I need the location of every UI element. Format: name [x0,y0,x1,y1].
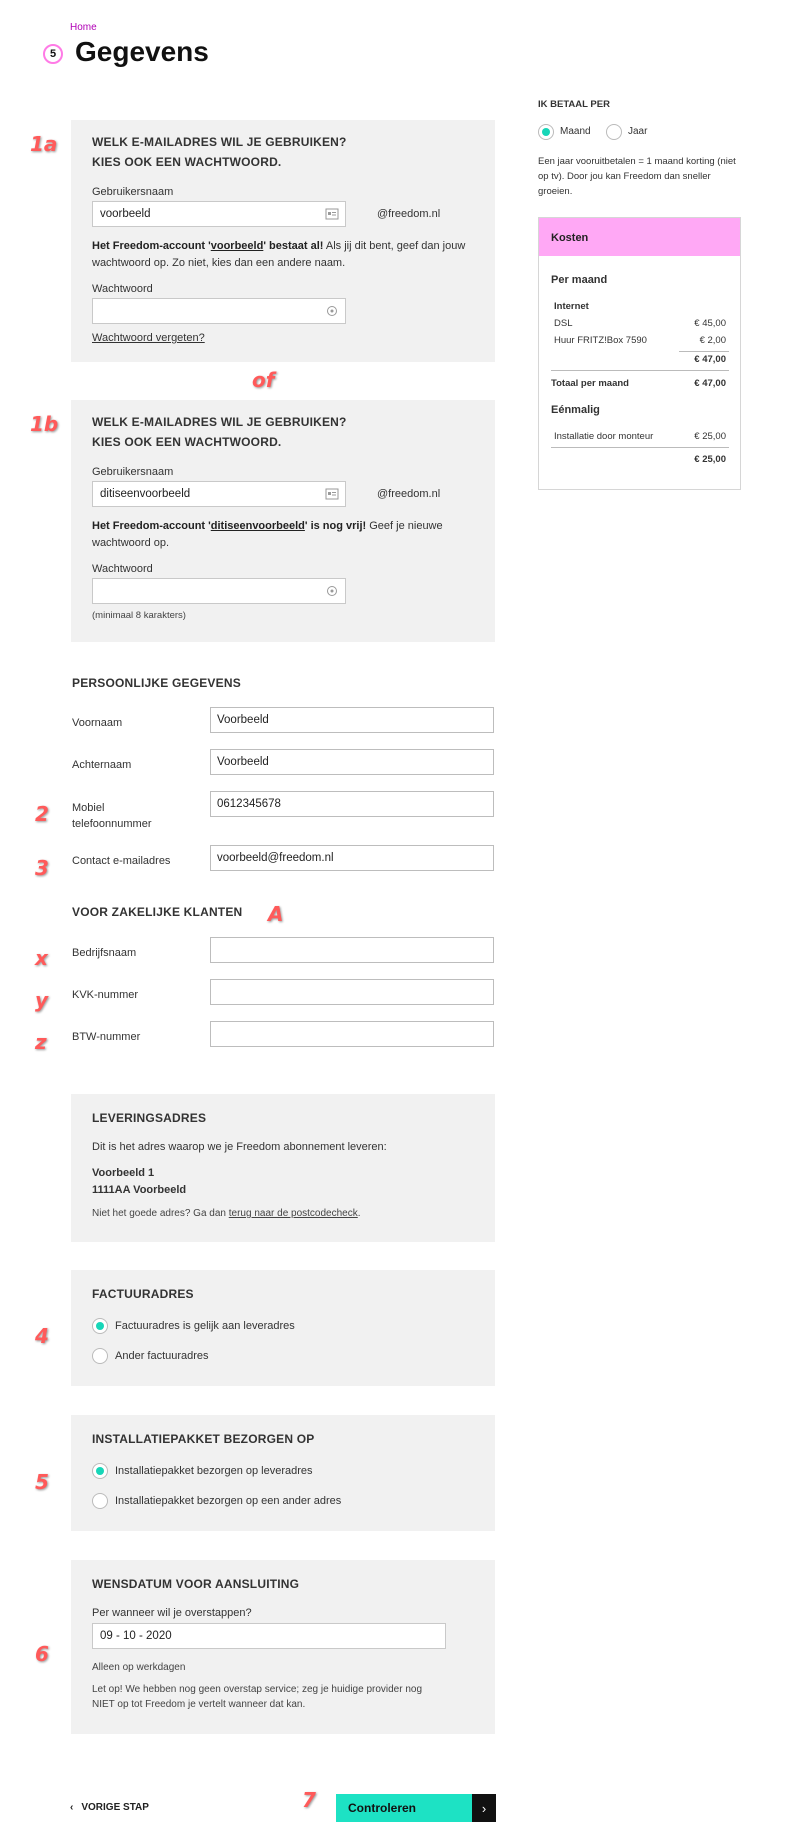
username-value: voorbeeld [100,208,151,220]
subtotal-divider [679,351,729,352]
username-input[interactable] [92,481,346,507]
postcode-check-link[interactable]: terug naar de postcodecheck [228,1208,358,1219]
wrong-address-note: Niet het goede adres? Ga dan terug naar de postcodecheck. [92,1208,361,1219]
marker-4: 4 [35,1324,49,1348]
company-label: Bedrijfsnaam [72,947,137,959]
fritzbox-value: € 2,00 [699,335,726,346]
address-line1: Voorbeeld 1 [92,1167,155,1179]
delivery-title: LEVERINGSADRES [92,1111,207,1125]
costs-card [538,217,741,490]
account-exists-message: Het Freedom-account 'voorbeeld' bestaat al! Als jij dit bent, geef dan jouw wachtwoord op. Zo niet, kies dan een andere naam. [92,240,466,269]
install-other-label: Installatiepakket bezorgen op een ander adres [115,1495,342,1507]
internet-heading: Internet [554,301,589,312]
install-panel [71,1415,495,1531]
password-input[interactable] [92,298,346,324]
email-value: voorbeeld@freedom.nl [217,852,334,864]
domain-suffix: @freedom.nl [377,488,441,500]
forgot-password-link[interactable]: Wachtwoord vergeten? [92,332,205,344]
billing-same-radio[interactable] [92,1318,108,1334]
pay-month-label: Maand [560,126,591,137]
billing-same-label: Factuuradres is gelijk aan leveradres [115,1320,295,1332]
eye-icon[interactable] [325,585,339,597]
previous-step-label: VORIGE STAP [81,1802,149,1813]
chevron-right-icon: › [472,1794,496,1822]
marker-1b: 1b [30,412,59,436]
subtotal-value: € 47,00 [694,354,726,365]
marker-y: y [35,988,49,1012]
pay-month-radio[interactable] [538,124,554,140]
installation-value: € 25,00 [694,431,726,442]
btw-input[interactable] [210,1021,494,1047]
marker-of: of [252,368,275,392]
kvk-input[interactable] [210,979,494,1005]
once-heading: Eénmalig [551,404,600,416]
fritzbox-label: Huur FRITZ!Box 7590 [554,335,647,346]
page-title: Gegevens [75,36,209,67]
chevron-left-icon: ‹ [70,1802,74,1813]
costs-title: Kosten [539,218,740,256]
eye-icon[interactable] [325,305,339,317]
username-input[interactable] [92,201,346,227]
wish-date-panel [71,1560,495,1734]
date-input[interactable] [92,1623,446,1649]
date-value: 09 - 10 - 2020 [100,1630,172,1642]
marker-6: 6 [35,1642,49,1666]
pay-period-title: IK BETAAL PER [538,99,610,110]
password-hint: (minimaal 8 karakters) [92,610,186,621]
lastname-label: Achternaam [72,759,132,771]
business-section-title: VOOR ZAKELIJKE KLANTEN [72,905,243,919]
marker-7: 7 [302,1788,316,1812]
company-input[interactable] [210,937,494,963]
lastname-input[interactable] [210,749,494,775]
step-number-badge: 5 [43,44,63,64]
mobile-value: 0612345678 [217,798,281,810]
previous-step-button[interactable] [70,1802,149,1813]
marker-3: 3 [35,856,49,880]
installation-label: Installatie door monteur [554,431,654,442]
marker-1a: 1a [30,132,58,156]
lastname-value: Voorbeeld [217,756,269,768]
account-panel-existing [71,120,495,362]
address-line2: 1111AA Voorbeeld [92,1184,187,1196]
mobile-label: Mobiel telefoonnummer [72,802,152,830]
account-available-message: Het Freedom-account 'ditiseenvoorbeeld' is nog vrij! Geef je nieuwe wachtwoord op. [92,520,443,549]
weekdays-note: Alleen op werkdagen [92,1662,186,1673]
account-panel-new [71,400,495,642]
check-button[interactable] [336,1794,496,1822]
once-divider [551,447,729,448]
billing-other-radio[interactable] [92,1348,108,1364]
username-label: Gebruikersnaam [92,466,174,478]
pay-year-note: Een jaar vooruitbetalen = 1 maand korting (niet op tv). Door jou kan Freedom dan sneller groeien. [538,156,736,197]
billing-title: FACTUURADRES [92,1287,194,1301]
mobile-input[interactable] [210,791,494,817]
check-button-label: Controleren [348,1801,417,1815]
delivery-panel [71,1094,495,1242]
kvk-label: KVK-nummer [72,989,139,1001]
wish-title: WENSDATUM VOOR AANSLUITING [92,1577,300,1591]
panel-title-line1: WELK E-MAILADRES WIL JE GEBRUIKEN? [92,135,347,149]
marker-5: 5 [35,1470,49,1494]
email-label: Contact e-mailadres [72,855,171,867]
username-label: Gebruikersnaam [92,186,174,198]
install-delivery-radio[interactable] [92,1463,108,1479]
per-month-heading: Per maand [551,274,608,286]
billing-other-label: Ander factuuradres [115,1350,209,1362]
billing-panel [71,1270,495,1386]
dsl-label: DSL [554,318,573,329]
marker-2: 2 [35,802,49,826]
firstname-value: Voorbeeld [217,714,269,726]
personal-section-title: PERSOONLIJKE GEGEVENS [72,676,241,690]
once-total-value: € 25,00 [694,454,726,465]
domain-suffix: @freedom.nl [377,208,441,220]
delivery-intro: Dit is het adres waarop we je Freedom abonnement leveren: [92,1141,387,1153]
panel-title-line2: KIES OOK EEN WACHTWOORD. [92,155,282,169]
total-month-label: Totaal per maand [551,378,629,389]
password-input[interactable] [92,578,346,604]
wish-question: Per wanneer wil je overstappen? [92,1607,252,1619]
install-title: INSTALLATIEPAKKET BEZORGEN OP [92,1432,315,1446]
marker-a: A [268,902,284,926]
panel-title-line2: KIES OOK EEN WACHTWOORD. [92,435,282,449]
total-month-value: € 47,00 [694,378,726,389]
breadcrumb-home[interactable]: Home [70,22,97,33]
email-input[interactable] [210,845,494,871]
pay-year-radio[interactable] [606,124,622,140]
firstname-label: Voornaam [72,717,123,729]
marker-z: z [35,1030,47,1054]
switch-service-note: Let op! We hebben nog geen overstap service; zeg je huidige provider nog NIET op tot Freedom je vertelt wanneer dat kan. [92,1684,423,1710]
pay-year-label: Jaar [628,126,648,137]
contact-card-icon [325,488,339,500]
password-label: Wachtwoord [92,563,153,575]
btw-label: BTW-nummer [72,1031,141,1043]
total-divider [551,370,729,371]
marker-x: x [35,946,48,970]
username-value: ditiseenvoorbeeld [100,488,191,500]
contact-card-icon [325,208,339,220]
panel-title-line1: WELK E-MAILADRES WIL JE GEBRUIKEN? [92,415,347,429]
dsl-value: € 45,00 [694,318,726,329]
install-delivery-label: Installatiepakket bezorgen op leveradres [115,1465,313,1477]
password-label: Wachtwoord [92,283,153,295]
install-other-radio[interactable] [92,1493,108,1509]
firstname-input[interactable] [210,707,494,733]
